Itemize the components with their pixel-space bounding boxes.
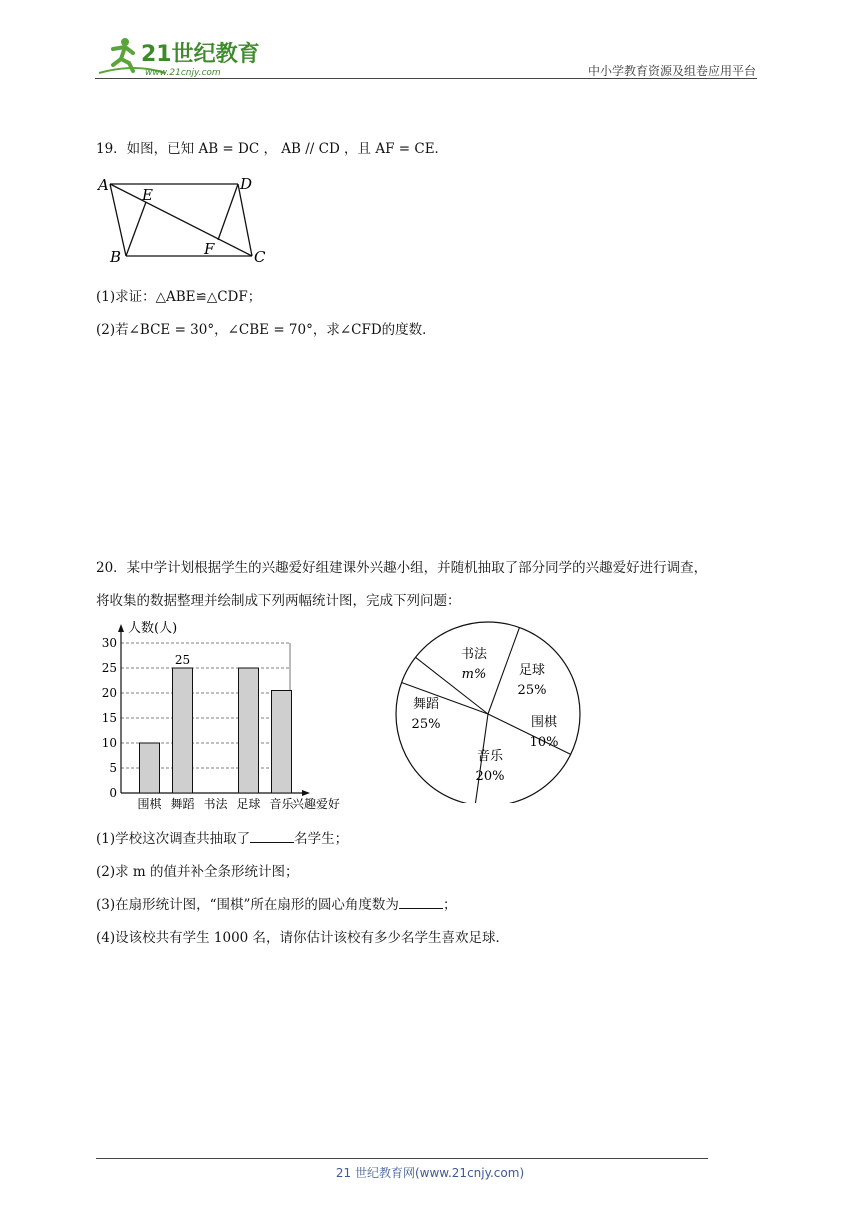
q19-part2: (2)若∠BCE = 30°，∠CBE = 70°，求∠CFD的度数． <box>96 322 436 338</box>
bar <box>173 668 193 793</box>
vertex-label-b: B <box>110 248 122 266</box>
pie-slice-label: 围棋 <box>530 715 558 730</box>
y-tick-label: 30 <box>101 636 117 650</box>
q20-part3 <box>96 895 456 915</box>
y-axis-label: 人数(人) <box>128 621 178 636</box>
pie-slice-value: m% <box>461 667 487 682</box>
answer-blank-2[interactable] <box>399 896 443 909</box>
pie-slice-value: 25% <box>411 717 441 732</box>
vertex-label-d: D <box>240 175 253 193</box>
q20-part1-after: 名学生； <box>294 831 349 847</box>
vertex-label-e: E <box>142 186 153 204</box>
header-platform-text: 中小学教育资源及组卷应用平台 <box>587 64 756 78</box>
logo-url-text: www.21cnjy.com <box>145 68 221 78</box>
y-axis-arrow <box>118 624 124 632</box>
pie-slice-value: 20% <box>475 769 505 784</box>
y-tick-label: 5 <box>109 761 117 775</box>
pie-slice-label: 舞蹈 <box>412 697 440 712</box>
logo-text: 21世纪教育 <box>141 42 260 67</box>
bar <box>239 668 259 793</box>
q20-stem-line2: 将收集的数据整理并绘制成下列两幅统计图，完成下列问题： <box>96 593 461 609</box>
q19-stem: 19．如图，已知 AB = DC ， AB // CD ，且 AF = CE． <box>96 141 449 157</box>
footer-text: 21 世纪教育网(www.21cnjy.com) <box>335 1166 525 1180</box>
q19-part1: (1)求证：△ABE≌△CDF； <box>96 289 262 305</box>
vertex-label-a: A <box>98 176 109 194</box>
footer-divider <box>96 1158 708 1159</box>
y-tick-label: 0 <box>109 786 117 800</box>
vertex-label-c: C <box>254 248 266 266</box>
q19-figure <box>96 170 276 274</box>
q20-part1 <box>96 829 348 849</box>
bar <box>140 743 160 793</box>
site-logo <box>95 33 265 79</box>
bar <box>272 691 292 794</box>
y-tick-label: 25 <box>101 661 117 675</box>
pie-slice-label: 书法 <box>460 647 488 662</box>
y-tick-label: 15 <box>101 711 117 725</box>
q20-part4: (4)设该校共有学生 1000 名，请你估计该校有多少名学生喜欢足球． <box>96 930 510 946</box>
x-tick-label: 足球 <box>236 797 261 811</box>
q20-part2: (2)求 m 的值并补全条形统计图； <box>96 864 299 880</box>
bar-data-label: 25 <box>174 653 191 667</box>
x-tick-label: 舞蹈 <box>170 797 195 811</box>
pie-slice-value: 25% <box>517 683 547 698</box>
x-tick-label: 书法 <box>203 797 228 811</box>
x-axis-label: 兴趣爱好 <box>292 797 341 811</box>
pie-slice-label: 足球 <box>518 663 546 678</box>
x-tick-label: 音乐 <box>269 797 294 811</box>
pie-slice-edge <box>488 628 519 714</box>
y-tick-label: 20 <box>101 686 117 700</box>
q20-part3-before: (3)在扇形统计图，“围棋”所在扇形的圆心角度数为 <box>96 897 399 913</box>
q20-part3-after: ； <box>442 897 457 913</box>
pie-chart <box>390 618 590 807</box>
bar-chart <box>96 618 366 822</box>
vertex-label-f: F <box>204 240 215 258</box>
x-axis-arrow <box>302 790 310 796</box>
pie-slice-label: 音乐 <box>476 749 504 764</box>
header-divider <box>95 78 757 79</box>
answer-blank-1[interactable] <box>250 830 294 843</box>
q20-part1-before: (1)学校这次调查共抽取了 <box>96 831 251 847</box>
x-tick-label: 围棋 <box>137 797 162 811</box>
pie-slice-value: 10% <box>529 735 559 750</box>
y-tick-label: 10 <box>101 736 117 750</box>
q20-stem-line1: 20．某中学计划根据学生的兴趣爱好组建课外兴趣小组，并随机抽取了部分同学的兴趣爱好进行调查， <box>96 560 708 576</box>
